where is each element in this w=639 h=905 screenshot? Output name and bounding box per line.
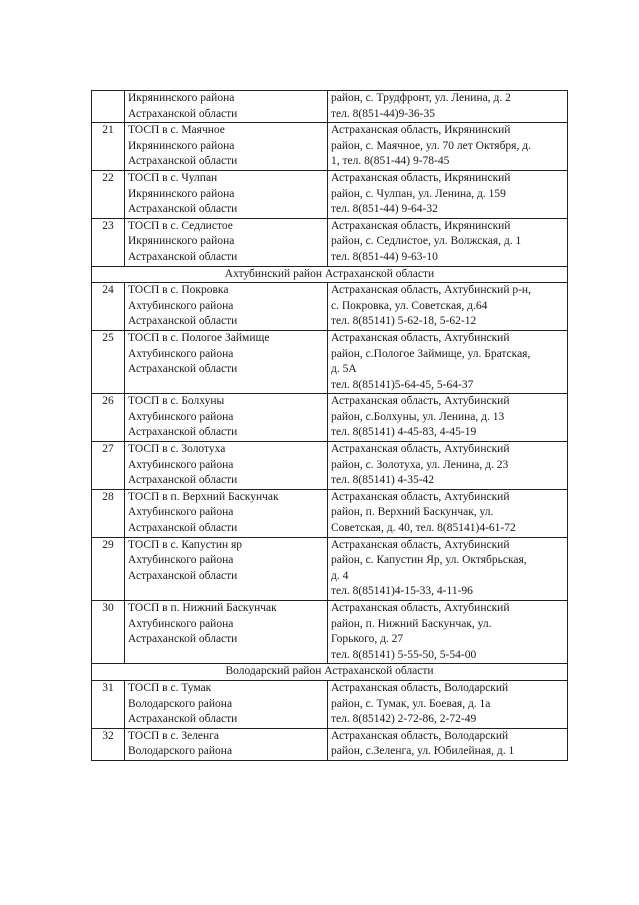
office-name-line: ТОСП в с. Маячное — [128, 124, 225, 137]
table-row — [92, 537, 568, 600]
offices-table-body — [92, 91, 568, 761]
office-name-cell — [125, 489, 328, 537]
office-name-cell — [125, 394, 328, 442]
office-name-line: Астраханской области — [128, 315, 238, 328]
office-name-line: Ахтубинского района — [128, 410, 234, 423]
office-name-cell — [125, 330, 328, 393]
office-address-line: Астраханская область, Ахтубинский — [331, 602, 510, 614]
office-address-line: Астраханская область, Володарский — [331, 681, 509, 694]
office-name-line: Икрянинского района — [128, 235, 235, 248]
office-name-line: Ахтубинского района — [128, 347, 234, 360]
office-name-line: Икрянинского района — [128, 92, 235, 104]
row-number — [92, 91, 125, 123]
office-address-line: район, с. Чулпан, ул. Ленина, д. 159 — [331, 187, 506, 200]
office-address-cell — [328, 283, 568, 331]
office-name-cell — [125, 728, 328, 760]
office-address-cell — [328, 680, 568, 728]
office-name-line: Володарского района — [128, 745, 233, 758]
office-name-line: Ахтубинского района — [128, 554, 234, 567]
office-name-line: ТОСП в с. Капустин яр — [128, 538, 243, 551]
office-address-line: район, с. Золотуха, ул. Ленина, д. 23 — [331, 458, 509, 471]
office-address-cell — [328, 123, 568, 171]
office-address-line: район, п. Верхний Баскунчак, ул. — [331, 506, 494, 519]
office-address-line: Астраханская область, Икрянинский — [331, 219, 511, 232]
table-row — [92, 91, 568, 123]
section-title: Ахтубинский район Астраханской области — [92, 266, 568, 283]
row-number: 27 — [92, 442, 125, 490]
table-row — [92, 680, 568, 728]
row-number: 31 — [92, 680, 125, 728]
office-name-cell — [125, 218, 328, 266]
office-address-line: тел. 8(85141) 5-55-50, 5-54-00 — [331, 648, 477, 661]
office-address-line: с. Покровка, ул. Советская, д.64 — [331, 299, 488, 312]
office-name-line: Володарского района — [128, 697, 233, 710]
office-address-line: тел. 8(85141) 5-62-18, 5-62-12 — [331, 315, 477, 328]
office-address-line: район, с. Маячное, ул. 70 лет Октября, д. — [331, 139, 531, 152]
office-name-line: Ахтубинского района — [128, 617, 234, 630]
table-row — [92, 123, 568, 171]
office-name-line: ТОСП в с. Зеленга — [128, 729, 220, 742]
row-number: 32 — [92, 728, 125, 760]
office-address-line: 1, тел. 8(851-44) 9-78-45 — [331, 155, 450, 168]
office-name-cell — [125, 537, 328, 600]
office-name-line: Астраханской области — [128, 474, 238, 487]
section-header-row — [92, 266, 568, 283]
office-address-line: тел. 8(85141) 4-35-42 — [331, 474, 435, 487]
office-address-cell — [328, 218, 568, 266]
office-address-line: Астраханская область, Икрянинский — [331, 124, 511, 137]
office-name-line: Икрянинского района — [128, 139, 235, 152]
office-name-line: Астраханской области — [128, 426, 238, 439]
row-number: 29 — [92, 537, 125, 600]
table-row — [92, 601, 568, 664]
table-row — [92, 442, 568, 490]
office-address-cell — [328, 330, 568, 393]
office-name-line: Астраханской области — [128, 522, 238, 535]
row-number: 26 — [92, 394, 125, 442]
office-name-line: ТОСП в с. Болхуны — [128, 395, 225, 408]
office-address-line: тел. 8(851-44) 9-63-10 — [331, 250, 438, 263]
office-name-cell — [125, 283, 328, 331]
row-number: 25 — [92, 330, 125, 393]
office-address-cell — [328, 442, 568, 490]
office-address-line: Астраханская область, Ахтубинский — [331, 538, 510, 551]
office-name-cell — [125, 91, 328, 123]
office-name-line: Астраханской области — [128, 107, 238, 120]
office-address-line: д. 5А — [331, 363, 357, 376]
office-name-line: Астраханской области — [128, 203, 238, 216]
office-name-line: ТОСП в с. Тумак — [128, 681, 212, 694]
office-name-line: Икрянинского района — [128, 187, 235, 200]
office-name-line: Ахтубинского района — [128, 299, 234, 312]
office-address-line: район, с. Тумак, ул. Боевая, д. 1а — [331, 697, 491, 710]
table-row — [92, 489, 568, 537]
table-row — [92, 330, 568, 393]
office-name-line: Астраханской области — [128, 250, 238, 263]
office-address-cell — [328, 91, 568, 123]
office-name-line: ТОСП в с. Золотуха — [128, 443, 226, 456]
office-address-line: район, с. Капустин Яр, ул. Октябрьская, — [331, 554, 527, 567]
row-number: 22 — [92, 170, 125, 218]
table-row — [92, 170, 568, 218]
office-address-line: тел. 8(851-44)9-36-35 — [331, 107, 436, 120]
office-name-line: ТОСП в с. Пологое Займище — [128, 331, 270, 344]
office-address-line: Астраханская область, Ахтубинский — [331, 331, 510, 344]
office-address-line: Астраханская область, Ахтубинский — [331, 443, 510, 456]
office-name-cell — [125, 442, 328, 490]
row-number: 24 — [92, 283, 125, 331]
office-address-line: тел. 8(851-44) 9-64-32 — [331, 203, 438, 216]
office-name-line: Ахтубинского района — [128, 506, 234, 519]
office-name-line: ТОСП в с. Покровка — [128, 284, 229, 297]
office-address-line: Горького, д. 27 — [331, 633, 404, 646]
office-address-line: тел. 8(85142) 2-72-86, 2-72-49 — [331, 713, 477, 726]
office-address-line: район, с.Зеленга, ул. Юбилейная, д. 1 — [331, 745, 515, 758]
offices-table — [91, 90, 568, 761]
office-name-cell — [125, 170, 328, 218]
office-address-line: район, с.Болхуны, ул. Ленина, д. 13 — [331, 410, 505, 423]
office-name-line: Ахтубинского района — [128, 458, 234, 471]
office-address-line: Астраханская область, Ахтубинский р-н, — [331, 284, 531, 297]
office-address-cell — [328, 601, 568, 664]
office-name-cell — [125, 123, 328, 171]
table-row — [92, 218, 568, 266]
office-address-cell — [328, 728, 568, 760]
office-address-cell — [328, 394, 568, 442]
office-name-line: Астраханской области — [128, 633, 238, 646]
table-row — [92, 394, 568, 442]
section-header-row — [92, 664, 568, 681]
office-address-line: район, с. Трудфронт, ул. Ленина, д. 2 — [331, 92, 511, 104]
office-address-line: Советская, д. 40, тел. 8(85141)4-61-72 — [331, 522, 516, 535]
row-number: 28 — [92, 489, 125, 537]
office-address-line: Астраханская область, Икрянинский — [331, 171, 511, 184]
office-name-cell — [125, 601, 328, 664]
office-address-cell — [328, 537, 568, 600]
office-address-line: район, п. Нижний Баскунчак, ул. — [331, 617, 492, 630]
table-row — [92, 283, 568, 331]
office-name-cell — [125, 680, 328, 728]
office-name-line: ТОСП в п. Верхний Баскунчак — [128, 490, 279, 503]
office-name-line: ТОСП в с. Седлистое — [128, 219, 233, 232]
row-number: 30 — [92, 601, 125, 664]
office-name-line: ТОСП в с. Чулпан — [128, 171, 218, 184]
office-address-cell — [328, 170, 568, 218]
office-address-line: тел. 8(85141)5-64-45, 5-64-37 — [331, 378, 474, 391]
office-address-line: район, с. Седлистое, ул. Волжская, д. 1 — [331, 235, 522, 248]
office-address-line: Астраханская область, Володарский — [331, 729, 509, 742]
row-number: 23 — [92, 218, 125, 266]
office-name-line: Астраханской области — [128, 363, 238, 376]
section-title: Володарский район Астраханской области — [92, 664, 568, 681]
office-address-line: Астраханская область, Ахтубинский — [331, 395, 510, 408]
office-name-line: Астраханской области — [128, 569, 238, 582]
office-address-line: тел. 8(85141) 4-45-83, 4-45-19 — [331, 426, 477, 439]
office-address-line: тел. 8(85141)4-15-33, 4-11-96 — [331, 585, 473, 598]
office-name-line: Астраханской области — [128, 713, 238, 726]
office-address-line: район, с.Пологое Займище, ул. Братская, — [331, 347, 531, 360]
office-address-cell — [328, 489, 568, 537]
office-address-line: д. 4 — [331, 569, 349, 582]
office-name-line: ТОСП в п. Нижний Баскунчак — [128, 602, 277, 614]
office-address-line: Астраханская область, Ахтубинский — [331, 490, 510, 503]
row-number: 21 — [92, 123, 125, 171]
table-row — [92, 728, 568, 760]
office-name-line: Астраханской области — [128, 155, 238, 168]
